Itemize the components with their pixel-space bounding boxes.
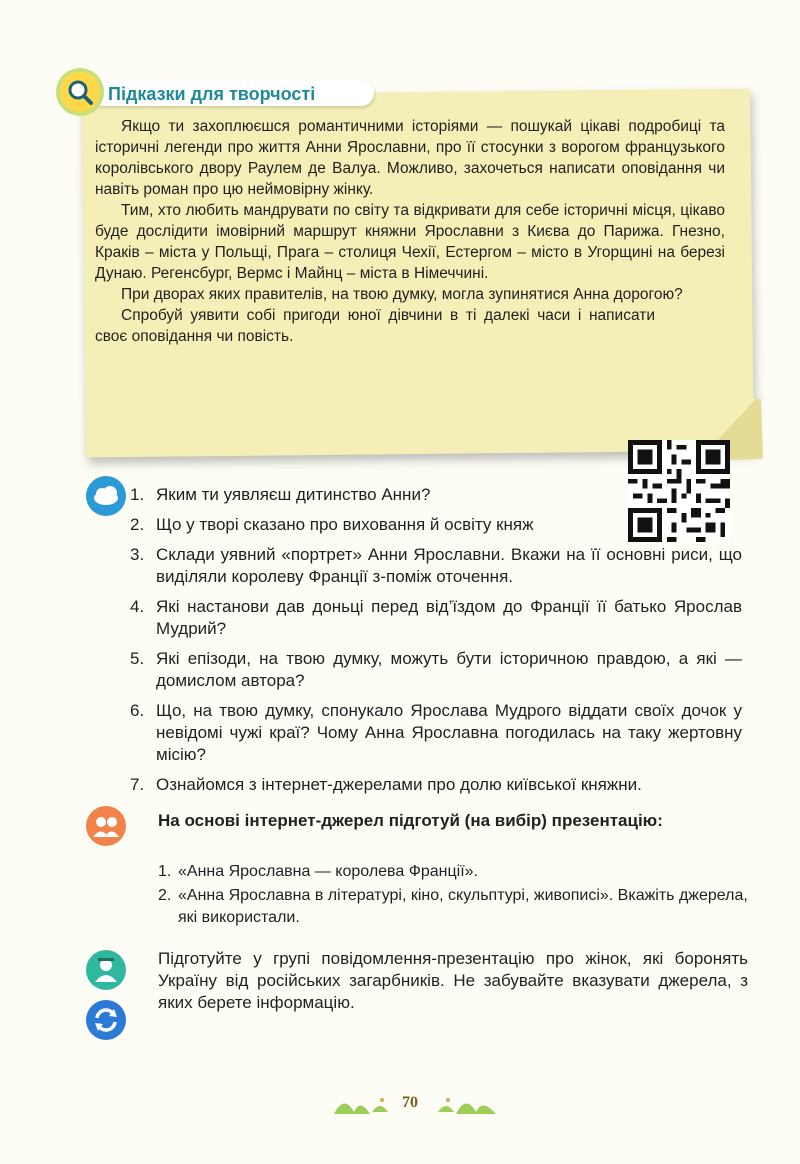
list-item: [130, 484, 742, 506]
question-number: 3.: [130, 545, 145, 564]
question-number: 1.: [130, 485, 145, 504]
question-number: 7.: [130, 775, 145, 794]
group-task-text: Підготуйте у групі повідомлення-презентацію про жінок, які боронять Україну від російських загарбників. Не забувайте вказувати джерела, з яких берете інформацію.: [158, 949, 748, 1012]
refresh-icon: [86, 1000, 126, 1040]
question-number: 6.: [130, 701, 145, 720]
question-text: Ознайомся з інтернет-джерелами про долю київської княжни.: [156, 775, 642, 794]
group-work-icon: [86, 950, 126, 990]
question-number: 5.: [130, 649, 145, 668]
list-item: [158, 885, 748, 929]
question-text: Які настанови дав доньці перед від’їздом до Франції її батько Ярослав Мудрий?: [156, 597, 742, 638]
hints-paragraph: Якщо ти захоплюєшся романтичними історіями — пошукай цікаві подробиці та історичні легенди про життя Анни Ярославни, про її стосунки з ворогом французького королівського двору Раулем де Валуа. Можливо, захочеться написати оповідання чи навіть роман про цю неймовірну жінку.: [95, 118, 725, 198]
page-footer: [330, 1090, 500, 1122]
list-item: [130, 774, 742, 796]
option-text: «Анна Ярославна в літературі, кіно, скульптурі, живописі». Вкажіть джерела, які використали.: [178, 887, 748, 926]
page-number: 70: [402, 1094, 418, 1111]
option-number: 1.: [158, 863, 172, 880]
hints-paragraph: Спробуй уявити собі пригоди юної дівчини в ті далекі часи і написати своє оповідання чи повість.: [95, 307, 655, 345]
cloud-question-icon: [86, 476, 126, 516]
list-item: [130, 596, 742, 640]
list-item: [130, 648, 742, 692]
people-icon: [86, 806, 126, 846]
presentation-task-title: На основі інтернет-джерел підготуй (на вибір) презентацію:: [158, 811, 663, 830]
question-text: Що у творі сказано про виховання й освіту княж: [156, 515, 534, 534]
question-text: Що, на твою думку, спонукало Ярослава Мудрого віддати своїх дочок у невідомі чужі краї? Чому Анна Ярославна погодилась на таку жертовну місію?: [156, 701, 742, 764]
question-number: 4.: [130, 597, 145, 616]
presentation-options: [158, 861, 748, 931]
hints-header: [60, 72, 376, 110]
question-text: Які епізоди, на твою думку, можуть бути історичною правдою, а які — домислом автора?: [156, 649, 742, 690]
hints-paragraph: При дворах яких правителів, на твою думку, могла зупинятися Анна дорогою?: [121, 286, 683, 303]
option-number: 2.: [158, 887, 172, 904]
hints-paragraph: Тим, хто любить мандрувати по світу та відкривати для себе історичні місця, цікаво буде дослідити імовірний маршрут княжни Ярославни з Києва до Парижа. Гнезно, Краків – міста у Польщі, Прага – столиця Чехії, Естергом – місто в Угорщині на березі Дунаю. Регенсбург, Вермс і Майнц – міста в Німеччині.: [95, 202, 725, 282]
question-text: Склади уявний «портрет» Анни Ярославни. Вкажи на її основні риси, що виділяли королеву Франції з-поміж оточення.: [156, 545, 742, 586]
questions-list: [130, 484, 742, 804]
list-item: [130, 700, 742, 766]
option-text: «Анна Ярославна — королева Франції».: [178, 863, 479, 880]
list-item: [130, 514, 742, 536]
question-number: 2.: [130, 515, 145, 534]
hints-body: [95, 116, 725, 347]
list-item: [158, 861, 748, 883]
magnifier-icon: [60, 72, 100, 112]
question-text: Яким ти уявляєш дитинство Анни?: [156, 485, 431, 504]
hints-title: Підказки для творчості: [108, 84, 316, 104]
list-item: [130, 544, 742, 588]
